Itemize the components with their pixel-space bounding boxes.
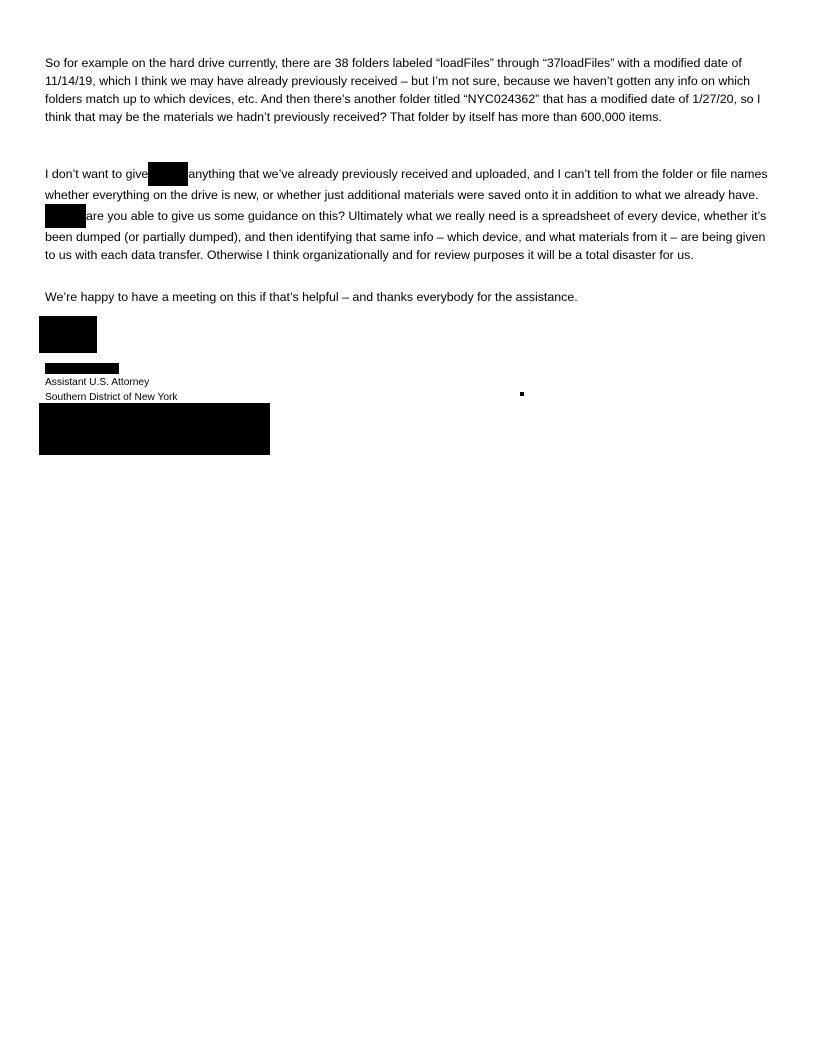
signature-redaction: [39, 316, 97, 353]
signature-title: Assistant U.S. Attorney: [45, 377, 150, 388]
redaction-block: [45, 204, 86, 228]
email-paragraph-2: [45, 162, 775, 264]
email-paragraph-3: We’re happy to have a meeting on this if that’s helpful – and thanks everybody for the assistance.: [45, 290, 578, 304]
redaction-block: [148, 162, 188, 186]
contact-info-redaction: [39, 403, 270, 455]
signature-office: Southern District of New York: [45, 392, 178, 403]
email-paragraph-1: So for example on the hard drive currently, there are 38 folders labeled “loadFiles” through “37loadFiles” with a modified date of 11/14/19, which I think we may have already previously received – but I’m not sure, because we haven’t gotten any info on which folders match up to which devices, etc. And then there’s another folder titled “NYC024362” that has a modified date of 1/27/20, so I think that may be the materials we hadn’t previously received? That folder by itself has more than 600,000 items.: [45, 56, 761, 124]
paragraph-2-text-part-3: are you able to give us some guidance on this? Ultimately what we really need is a spreadsheet of every device, whether it’s been dumped (or partially dumped), and then identifying that same info – which device, and what materials from it – are being given to us with each data transfer. Otherwise I think organizationally and for review purposes it will be a total disaster for us.: [45, 209, 767, 262]
paragraph-2-text-part-2: anything that we’ve already previously received and uploaded, and I can’t tell from the folder or file names whether everything on the drive is new, or whether just additional materials were saved onto it in addition to what we already have.: [45, 167, 768, 202]
paragraph-2-text-part-1: I don’t want to give: [45, 167, 149, 181]
stray-mark: [520, 392, 524, 396]
signature-name-redaction: [45, 363, 119, 374]
